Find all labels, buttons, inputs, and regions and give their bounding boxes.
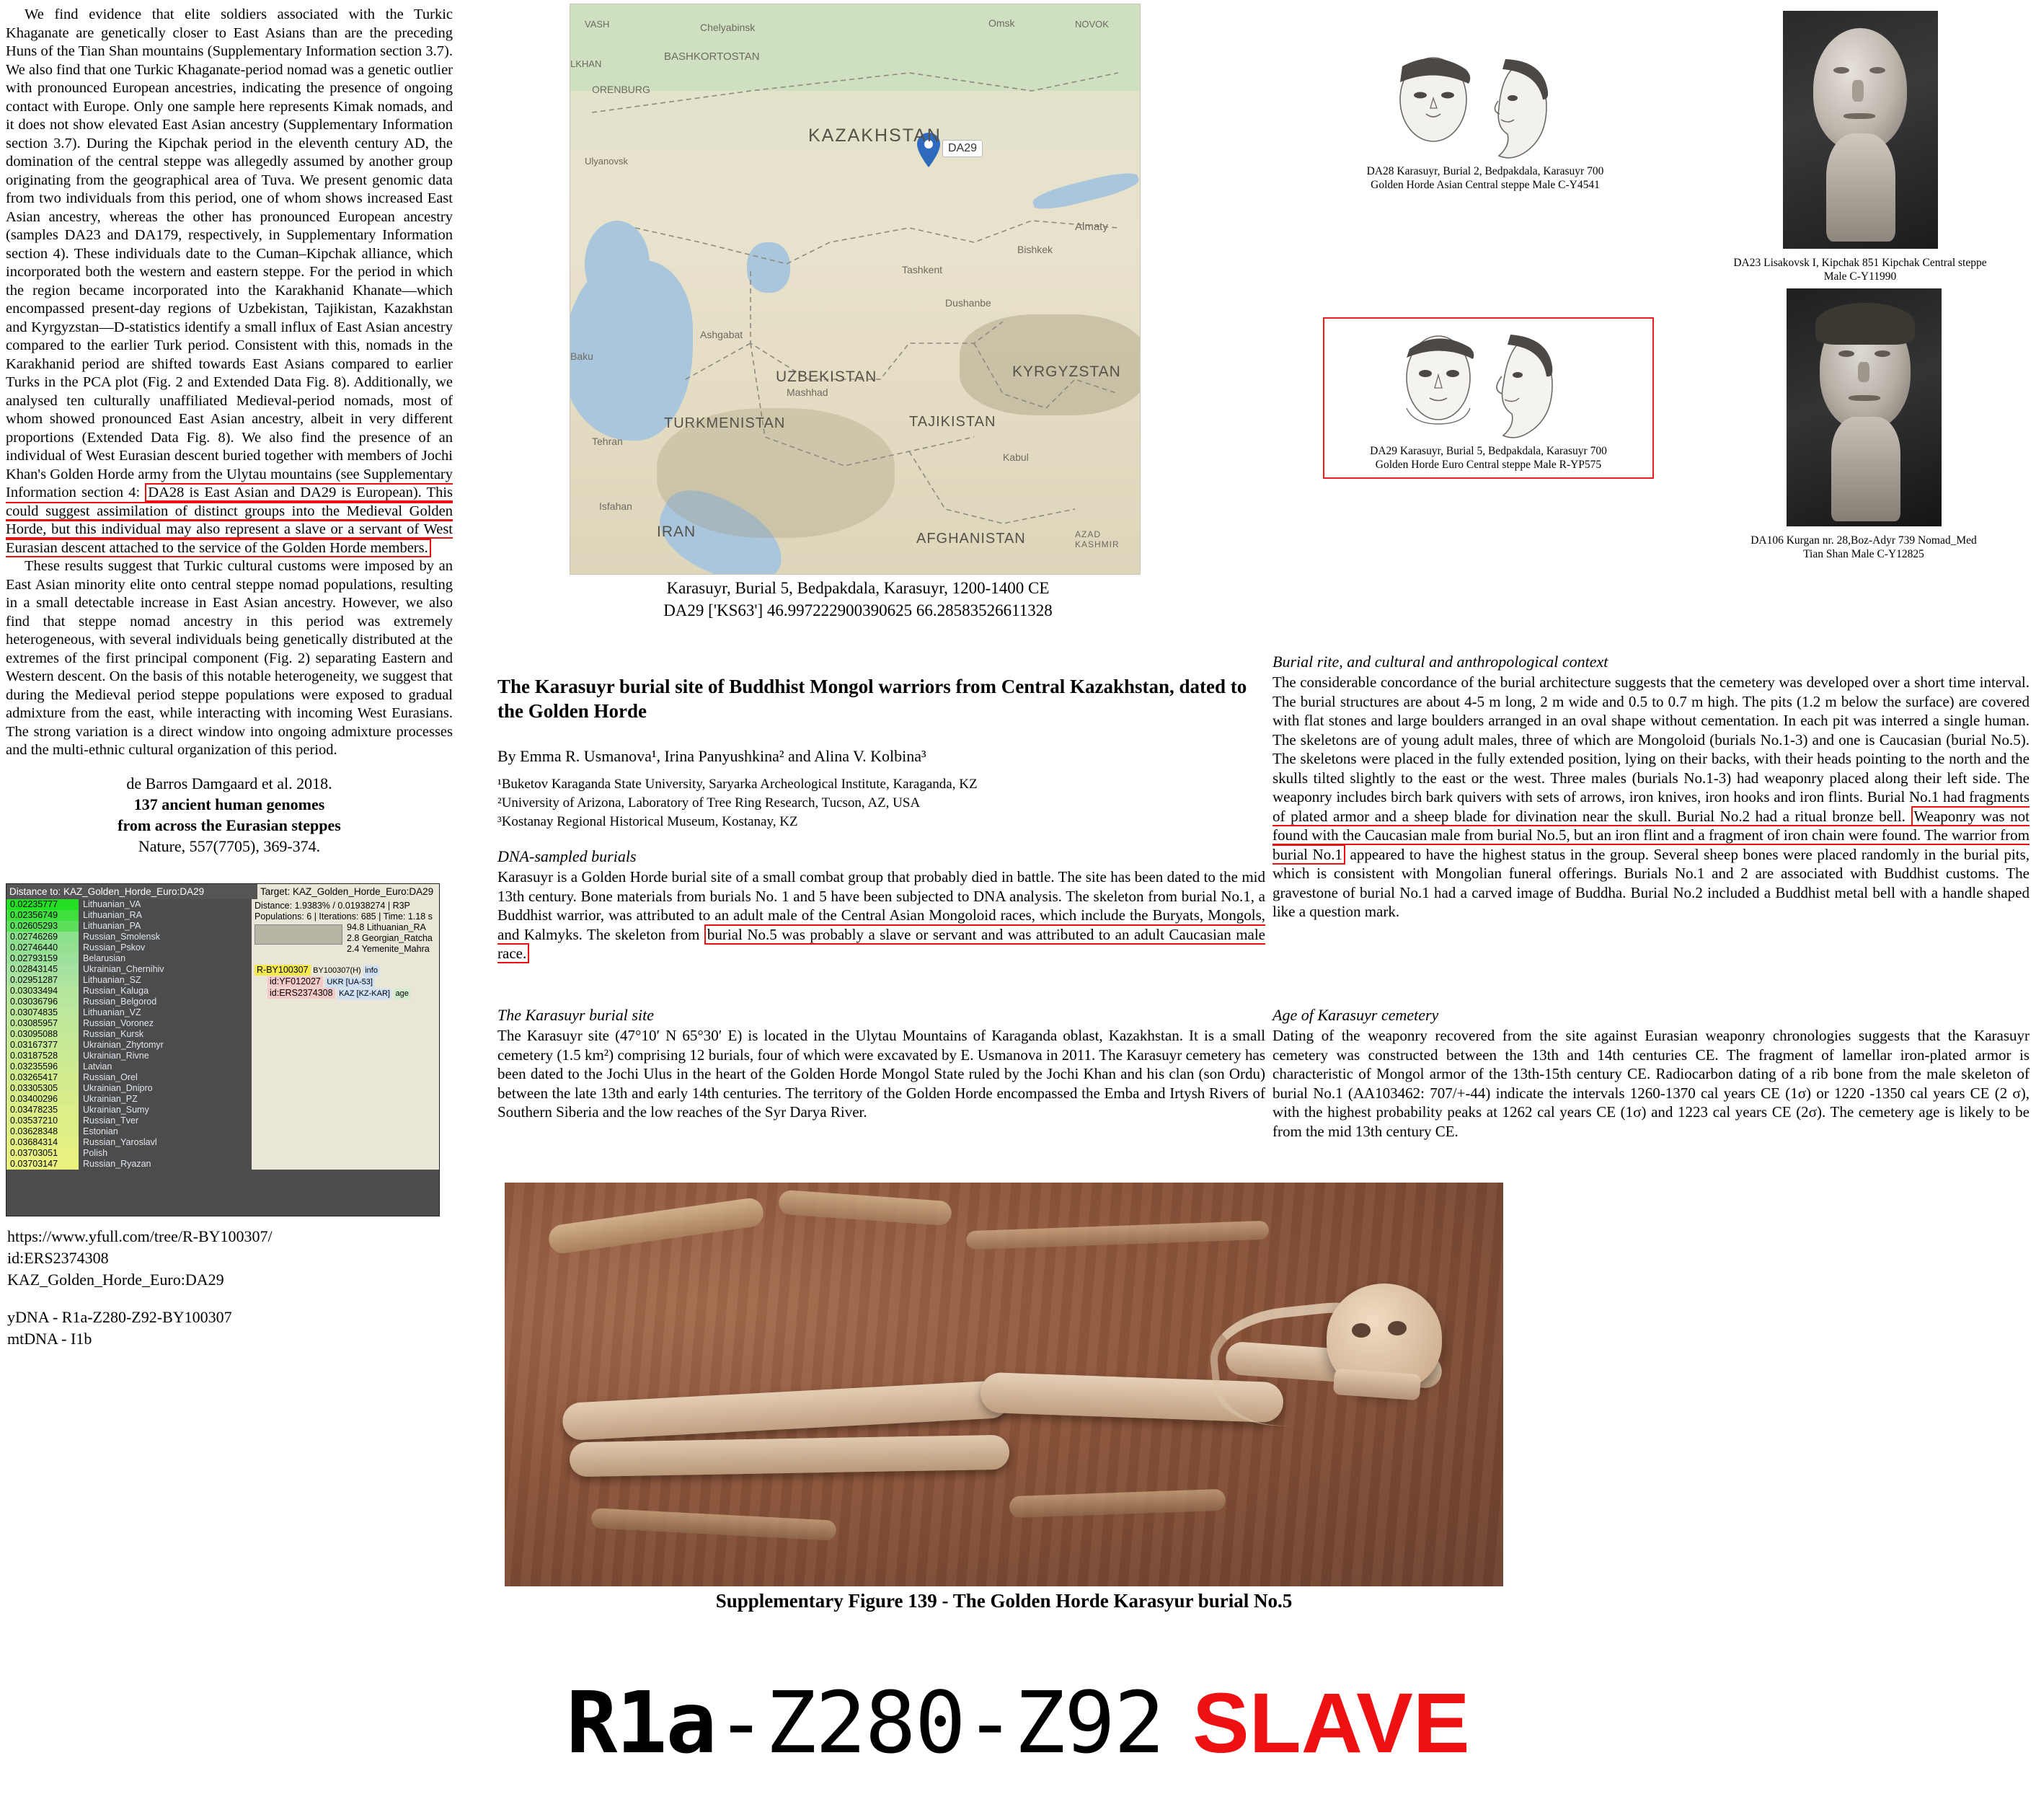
section-dna-sampled-burials	[497, 847, 1265, 963]
paragraph-2: These results suggest that Turkic cultural customs were imposed by an East Asian minority elite onto central steppe nomad populations, resulting in a small detectable increase in East Asian ancestry. However, we also find that steppe nomad ancestry in this period was extremely heterogeneous, with several individuals being genetically distributed at the extremes of the first principal component (Fig. 2) separating Eastern and Western descent. On the basis of this notable heterogeneity, we suggest that during the Medieval period steppe populations were exposed to gradual admixture from the east, while interacting with incoming West Eurasians. The strong variation is a direct window into ongoing admixture processes and the multi-ethnic cultural organization of this period.	[6, 558, 453, 758]
oracle-distance: 0.03703051	[6, 1148, 79, 1159]
section-age-of-cemetery	[1272, 1006, 2030, 1141]
face-card-da29	[1323, 317, 1654, 479]
oracle-row	[6, 1007, 252, 1018]
oracle-pop: Russian_Pskov	[83, 942, 146, 953]
yfull-sample-row[interactable]	[254, 976, 436, 988]
oracle-distance: 0.03703147	[6, 1159, 79, 1170]
oracle-pop: Russian_Ryazan	[83, 1159, 151, 1169]
oracle-pop: Russian_Kaluga	[83, 986, 149, 996]
affiliation-3: ³Kostanay Regional Historical Museum, Kostanay, KZ	[497, 814, 798, 829]
oracle-row	[6, 1072, 252, 1083]
da28-caption-1: DA28 Karasuyr, Burial 2, Bedpakdala, Karasuyr 700	[1366, 165, 1604, 177]
haplogroup-note: BY100307(H)	[313, 966, 361, 975]
oracle-pop: Russian_Orel	[83, 1072, 138, 1082]
oracle-pop: Russian_Tver	[83, 1116, 139, 1126]
oracle-target-header: Target: KAZ_Golden_Horde_Euro:DA29	[257, 884, 439, 899]
map-label-tajikistan: TAJIKISTAN	[909, 414, 996, 430]
face-card-da23	[1691, 11, 2030, 283]
age-tag: age	[395, 989, 409, 998]
oracle-pop: Polish	[83, 1148, 108, 1158]
map-borders	[570, 4, 1140, 574]
map-label-omsk: Omsk	[988, 17, 1015, 29]
da28-caption-2: Golden Horde Asian Central steppe Male C-Y4541	[1371, 179, 1600, 191]
oracle-distance: 0.02235777	[6, 899, 79, 910]
da106-photo	[1787, 288, 1942, 526]
oracle-row	[6, 1126, 252, 1137]
sample-country-tag: UKR [UA-53]	[327, 978, 373, 986]
affiliation-2: ²University of Arizona, Laboratory of Tree Ring Research, Tucson, AZ, USA	[497, 795, 921, 810]
da106-eye-left	[1838, 350, 1854, 357]
oracle-row	[6, 1029, 252, 1040]
yfull-sample-row[interactable]	[254, 988, 436, 999]
ydna-info-block	[7, 1226, 440, 1350]
face-card-da28	[1319, 50, 1651, 192]
reference-title-2: from across the Eurasian steppes	[118, 816, 341, 834]
yfull-url[interactable]: https://www.yfull.com/tree/R-BY100307/	[7, 1227, 273, 1245]
da28-sketch-icon	[1377, 50, 1593, 159]
oracle-distance: 0.03478235	[6, 1105, 79, 1116]
section-text-after: appeared to have the highest status in the group. Several sheep bones were placed randomly in the burial pits, which is consistent with Mongolian funeral offerings. Burials No.1 and 2 are associated with Buddhist customs. The gravestone of burial No.1 had a carved image of Buddha. Burial No.2 included a Buddhist metal bell with a handle shaped like a question mark.	[1272, 845, 2030, 920]
oracle-pop: Lithuanian_RA	[83, 910, 143, 920]
oracle-row	[6, 1094, 252, 1105]
oracle-row	[6, 942, 252, 953]
face-card-da106	[1698, 288, 2030, 561]
map-label-tashkent: Tashkent	[902, 264, 943, 275]
highlight-slave-servant: DA28 is East Asian and DA29 is European). This could suggest assimilation of distinct groups into the Medieval Golden Horde, but this individual may also represent a slave or a servant of West Eurasian descent attached to the service of the Golden Horde members.	[6, 485, 453, 556]
oracle-pop: Lithuanian_VZ	[83, 1007, 141, 1017]
da106-caption-2: Tian Shan Male C-Y12825	[1803, 548, 1924, 560]
article-affiliations	[497, 775, 1262, 831]
oracle-pop: Ukrainian_Dnipro	[83, 1083, 153, 1093]
section-heading: Age of Karasuyr cemetery	[1272, 1006, 1439, 1024]
da106-neck	[1831, 417, 1900, 521]
map-label-vash: VASH	[585, 19, 610, 30]
oracle-mix-pct: 2.4	[347, 944, 360, 954]
section-text: Karasuyr is a Golden Horde burial site of a small combat group that probably died in battle. The site has been dated to the mid 13th century. Bone materials from burials No. 1 and 5 have been subjected to DNA analysis. The skeleton from burial No.1, a Buddhist warrior, was attributed to an adult male of the Central Asian Mongoloid races, which include the Buryats, Mongols, and Kalmyks. The skeleton from	[497, 868, 1265, 943]
oracle-distance-list	[6, 899, 252, 1170]
oracle-distance-header: Distance to: KAZ_Golden_Horde_Euro:DA29	[6, 884, 257, 899]
reference-authors: de Barros Damgaard et al. 2018.	[126, 774, 332, 792]
map-label-chelyabinsk: Chelyabinsk	[700, 22, 756, 33]
highlight-weaponry-not-found: Weaponry was not found with the Caucasian male from burial No.5, but an iron flint and a fragment of iron chain were found. The warrior from burial No.1	[1272, 807, 2030, 863]
oracle-distance: 0.03167377	[6, 1040, 79, 1051]
map-label-lkhan: Ulyanovsk	[585, 156, 628, 167]
map-canvas[interactable]	[570, 4, 1141, 575]
da23-photo	[1783, 11, 1938, 249]
map-label-dushanbe: Dushanbe	[945, 297, 991, 309]
oracle-row	[6, 921, 252, 932]
oracle-mix-row	[347, 933, 433, 944]
oracle-pop: Russian_Belgorod	[83, 997, 157, 1007]
oracle-target-pane	[252, 899, 439, 1170]
oracle-distance: 0.02843145	[6, 964, 79, 975]
oracle-pop: Ukrainian_Sumy	[83, 1105, 149, 1115]
map-label-mashhad: Mashhad	[787, 386, 828, 398]
map-caption-line2: DA29 ['KS63'] 46.997222900390625 66.28583526611328	[663, 601, 1053, 619]
burial-photo	[505, 1183, 1503, 1586]
info-button[interactable]: info	[365, 966, 378, 975]
map-label-tehran: Tehran	[592, 436, 623, 447]
oracle-pop: Lithuanian_VA	[83, 899, 141, 909]
oracle-pop: Ukrainian_Rivne	[83, 1051, 149, 1061]
oracle-row	[6, 932, 252, 942]
oracle-row	[6, 1018, 252, 1029]
admixture-oracle-panel	[6, 883, 440, 1216]
map-label-ashgabat: Ashgabat	[700, 329, 743, 340]
reference-title-1: 137 ancient human genomes	[133, 795, 325, 813]
oracle-row	[6, 1040, 252, 1051]
oracle-distance: 0.03036796	[6, 997, 79, 1007]
oracle-pop: Russian_Smolensk	[83, 932, 160, 942]
ydna-line: yDNA - R1a-Z280-Z92-BY100307	[7, 1308, 232, 1326]
oracle-pop: Lithuanian_PA	[83, 921, 141, 931]
mtdna-line: mtDNA - I1b	[7, 1330, 92, 1348]
map-label-bashkortostan: BASHKORTOSTAN	[664, 50, 760, 63]
oracle-distance: 0.02356749	[6, 910, 79, 921]
reference-block	[6, 773, 453, 857]
oracle-pop: Latvian	[83, 1061, 112, 1072]
oracle-distance: 0.03628348	[6, 1126, 79, 1137]
map-label-isfahan: Isfahan	[599, 500, 632, 512]
section-body: The Karasuyr site (47°10′ N 65°30′ E) is located in the Ulytau Mountains of Karaganda oblast, Kazakhstan. It is a small cemetery (1.5 km²) comprising 12 burials, four of which were excavated by E. Usmanova in 2011. The Karasuyr cemetery has been dated to the Jochi Ulus in the heart of the Golden Horde Mongol State ruled by the Jochi Khan and his clan (son Ordu) between the late 13th and early 14th centuries. The territory of the Golden Horde encompassed the Emba and Irtysh Rivers of Southern Siberia and the low reaches of the Syr Darya River.	[497, 1027, 1265, 1121]
da23-nose	[1852, 80, 1864, 102]
da23-caption-2: Male C-Y11990	[1823, 270, 1897, 283]
map-label-kazakhstan: KAZAKHSTAN	[808, 125, 942, 146]
da23-caption-1: DA23 Lisakovsk I, Kipchak 851 Kipchak Central steppe	[1733, 257, 1987, 269]
oracle-pop: Russian_Voronez	[83, 1018, 154, 1028]
da23-mouth	[1844, 113, 1875, 119]
oracle-distance: 0.02746269	[6, 932, 79, 942]
oracle-pop: Belarusian	[83, 953, 126, 963]
oracle-distance: 0.03684314	[6, 1137, 79, 1148]
da106-eye-right	[1875, 350, 1890, 357]
section-heading: DNA-sampled burials	[497, 847, 637, 865]
oracle-distance: 0.03265417	[6, 1072, 79, 1083]
map-label-kyrgyzstan: KYRGYZSTAN	[1012, 363, 1121, 380]
section-body: Dating of the weaponry recovered from the site against Eurasian weaponry chronologies suggests that the Karasuyr cemetery was constructed between the 13th and 14th centuries CE. The fragment of lamellar iron-plated armor is characteristic of Mongol armor of the 13th-15th century CE. Radiocarbon dating of a rib bone from the male skeleton of burial No.1 (AA103462: 707/+-44) indicate the intervals 1260-1370 cal years CE (1σ) or 1220 -1350 cal years CE (2 σ), with the highest probability peaks at 1262 cal years CE (1σ) and 1223 cal years CE (2σ). The cemetery age is likely to be from the mid 13th century CE.	[1272, 1027, 2030, 1140]
oracle-distance: 0.03095088	[6, 1029, 79, 1040]
oracle-row	[6, 953, 252, 964]
da23-eye-right	[1869, 67, 1885, 74]
oracle-pop: Russian_Yaroslavl	[83, 1137, 157, 1147]
oracle-pop: Ukrainian_PZ	[83, 1094, 138, 1104]
oracle-distance: 0.03085957	[6, 1018, 79, 1029]
reference-journal: Nature, 557(7705), 369-374.	[138, 836, 321, 855]
oracle-mix-row	[347, 922, 433, 933]
oracle-target-distance: Distance: 1.9383% / 0.01938274 | R3P	[254, 901, 410, 911]
da23-neck	[1826, 133, 1895, 242]
banner-haplogroup-rest: -Z280-Z92	[715, 1673, 1164, 1772]
oracle-target-iterations: Populations: 6 | Iterations: 685 | Time: 1.18 s	[254, 911, 433, 922]
left-text-column	[6, 6, 453, 857]
oracle-distance: 0.02746440	[6, 942, 79, 953]
da23-eye-left	[1833, 67, 1849, 74]
map-label-iran: IRAN	[657, 524, 696, 540]
map-label-bishkek: Bishkek	[1017, 244, 1053, 255]
paragraph-1-text: We find evidence that elite soldiers associated with the Turkic Khaganate are genetically closer to East Asians than are the preceding Huns of the Tian Shan mountains (Supplementary Information section 3.7). We also find that one Turkic Khaganate-period nomad was a genetic outlier with pronounced European ancestries, indicating the presence of ongoing contact with Europe. Only one sample here represents Kimak nomads, and it does not show elevated East Asian ancestry (Supplementary Information section 3.7). During the Kipchak period in the eleventh century AD, the domination of the central steppe was allegedly assumed by another group originating from the geographical area of Tuva. We present genomic data from two individuals from this period, one of whom shows increased East Asian ancestry, whereas the other has pronounced European ancestry (samples DA23 and DA179, respectively, in Supplementary Information section 4). These individuals date to the Cuman–Kipchak alliance, which incorporated both the western and eastern steppe. For the period in which the region became incorporated into the Karakhanid Khanate—which encompassed present-day regions of Uzbekistan, Tajikistan, Kazakhstan and Kyrgyzstan—D-statistics identify a small influx of East Asian ancestry compared to the earlier Turk period. Consistent with this, nomads in the Karakhanid period are shifted towards East Asians compared to earlier Turks in the PCA plot (Fig. 2 and Extended Data Fig. 8). Additionally, we analysed ten culturally unaffiliated Medieval-period nomads, most of whom showed pronounced East Asian ancestry, albeit in very different proportions (Extended Data Fig. 8). We also find the presence of an individual of West Eurasian descent buried together with members of Jochi Khan's Golden Horde army from the Ulytau mountains (see Supplementary Information section 4:	[6, 6, 453, 500]
map-label-novosk: LKHAN	[570, 58, 602, 69]
oracle-mix-row	[347, 944, 433, 955]
map-label-baku: Baku	[570, 350, 593, 362]
oracle-distance: 0.03074835	[6, 1007, 79, 1018]
sample-name-line: KAZ_Golden_Horde_Euro:DA29	[7, 1271, 224, 1289]
oracle-row	[6, 997, 252, 1007]
article-title: The Karasuyr burial site of Buddhist Mongol warriors from Central Kazakhstan, dated to the Golden Horde	[497, 676, 1247, 722]
map-figure[interactable]	[570, 4, 1139, 573]
oracle-mix-pop: Georgian_Ratcha	[361, 933, 433, 943]
yfull-haplogroup-row[interactable]	[254, 965, 436, 976]
banner-slave-text: SLAVE	[1192, 1676, 1470, 1771]
oracle-body	[6, 899, 439, 1170]
map-label-turkmenistan: TURKMENISTAN	[664, 415, 786, 431]
oracle-distance: 0.02951287	[6, 975, 79, 986]
section-text-before: The considerable concordance of the burial architecture suggests that the cemetery was developed over a short time interval. The burial structures are about 4-5 m long, 2 m wide and 0.5 to 0.7 m high. The pits (1.2 m below the surface) are covered with flat stones and large boulders arranged in an oval shape without cementation. In each pit was interred a single human. The skeletons are of young adult males, three of which are Mongoloid (burials No.1-3) and one is Caucasian (burial No.5). The skeletons were placed in the fully extended position, lying on their backs, with their heads pointing to the north and the skulls tilted slightly to the east or the west. Three males (burials No.1-3) had weaponry placed along their left side. The weaponry includes birch bark quivers with sets of arrows, iron knives, iron hooks and iron flints. Burial No.1 had fragments of plated armor and a sheep blade for divination near the skull. Burial No.2 had a ritual bronze bell.	[1272, 673, 2030, 825]
burial-skull-eye-1	[1352, 1323, 1371, 1338]
da29-caption-1: DA29 Karasuyr, Burial 5, Bedpakdala, Karasuyr 700	[1370, 445, 1607, 457]
da29-sketch-icon	[1381, 323, 1597, 438]
oracle-distance: 0.03305305	[6, 1083, 79, 1094]
oracle-distance: 0.03033494	[6, 986, 79, 997]
oracle-row	[6, 1083, 252, 1094]
banner-haplogroup-bold: R1a	[566, 1673, 716, 1772]
oracle-pop: Lithuanian_SZ	[83, 975, 141, 985]
oracle-mix-pop: Yemenite_Mahra	[361, 944, 430, 954]
da106-nose	[1858, 362, 1869, 382]
oracle-distance: 0.02793159	[6, 953, 79, 964]
sample-country-tag: KAZ [KZ-KAR]	[339, 989, 390, 998]
section-body	[497, 867, 1265, 963]
oracle-row	[6, 1159, 252, 1170]
oracle-row	[6, 964, 252, 975]
oracle-row	[6, 1137, 252, 1148]
oracle-pop: Ukrainian_Zhytomyr	[83, 1040, 164, 1050]
highlight-burial5-slave: burial No.5 was probably a slave or servant and was attributed to an adult Caucasian male race.	[497, 925, 1265, 962]
bottom-banner	[0, 1673, 2036, 1772]
da106-hair	[1815, 303, 1915, 345]
map-caption-line1: Karasuyr, Burial 5, Bedpakdala, Karasuyr, 1200-1400 CE	[666, 579, 1050, 597]
oracle-distance: 0.03235596	[6, 1061, 79, 1072]
map-label-almaty: Almaty	[1075, 221, 1108, 233]
figure-caption: Supplementary Figure 139 - The Golden Horde Karasyur burial No.5	[715, 1590, 1293, 1612]
article-authors: By Emma R. Usmanova¹, Irina Panyushkina² and Alina V. Kolbina³	[497, 747, 926, 765]
section-heading: Burial rite, and cultural and anthropological context	[1272, 653, 1608, 671]
oracle-mix-bar	[254, 924, 342, 945]
map-caption	[570, 577, 1146, 622]
section-burial-rite	[1272, 653, 2030, 922]
map-label-orenburg: ORENBURG	[592, 84, 650, 95]
oracle-distance: 0.03187528	[6, 1051, 79, 1061]
sample-id-line: id:ERS2374308	[7, 1249, 109, 1267]
oracle-pop: Russian_Kursk	[83, 1029, 144, 1039]
oracle-row	[6, 1061, 252, 1072]
haplogroup-tag[interactable]: R-BY100307	[254, 965, 311, 976]
section-karasuyr-site	[497, 1006, 1265, 1122]
map-label-novos: NOVOK	[1075, 19, 1109, 30]
section-body	[1272, 673, 2030, 922]
oracle-row	[6, 910, 252, 921]
oracle-distance: 0.03400296	[6, 1094, 79, 1105]
oracle-row	[6, 899, 252, 910]
oracle-mix-pop: Lithuanian_RA	[366, 922, 426, 932]
map-label-kabul: Kabul	[1003, 451, 1029, 463]
da106-mouth	[1849, 395, 1880, 401]
burial-skull-eye-2	[1388, 1321, 1407, 1335]
oracle-row	[6, 975, 252, 986]
oracle-row	[6, 1116, 252, 1126]
da29-caption-2: Golden Horde Euro Central steppe Male R-YP575	[1375, 459, 1602, 471]
oracle-row	[6, 1148, 252, 1159]
oracle-row	[6, 1105, 252, 1116]
oracle-mix-pct: 2.8	[347, 933, 360, 943]
oracle-pop: Ukrainian_Chernihiv	[83, 964, 164, 974]
oracle-distance: 0.02605293	[6, 921, 79, 932]
map-label-afghanistan: AFGHANISTAN	[916, 531, 1026, 547]
map-label-uzbekistan: UZBEKISTAN	[776, 368, 877, 385]
oracle-row	[6, 1051, 252, 1061]
section-heading: The Karasuyr burial site	[497, 1006, 654, 1024]
paragraph-1	[6, 6, 453, 557]
sample-id-yf012027[interactable]: id:YF012027	[267, 976, 323, 987]
oracle-headers	[6, 884, 439, 899]
sample-id-ers2374308[interactable]: id:ERS2374308	[267, 988, 335, 999]
map-marker-label: DA29	[942, 140, 983, 157]
oracle-mix-pct: 94.8	[347, 922, 365, 932]
da106-caption-1: DA106 Kurgan nr. 28,Boz-Adyr 739 Nomad_Med	[1750, 534, 1977, 547]
oracle-distance: 0.03537210	[6, 1116, 79, 1126]
oracle-row	[6, 986, 252, 997]
oracle-pop: Estonian	[83, 1126, 118, 1136]
map-label-azad-kashmir: AZAD KASHMIR	[1075, 529, 1120, 549]
affiliation-1: ¹Buketov Karaganda State University, Saryarka Archeological Institute, Karaganda, KZ	[497, 777, 978, 792]
